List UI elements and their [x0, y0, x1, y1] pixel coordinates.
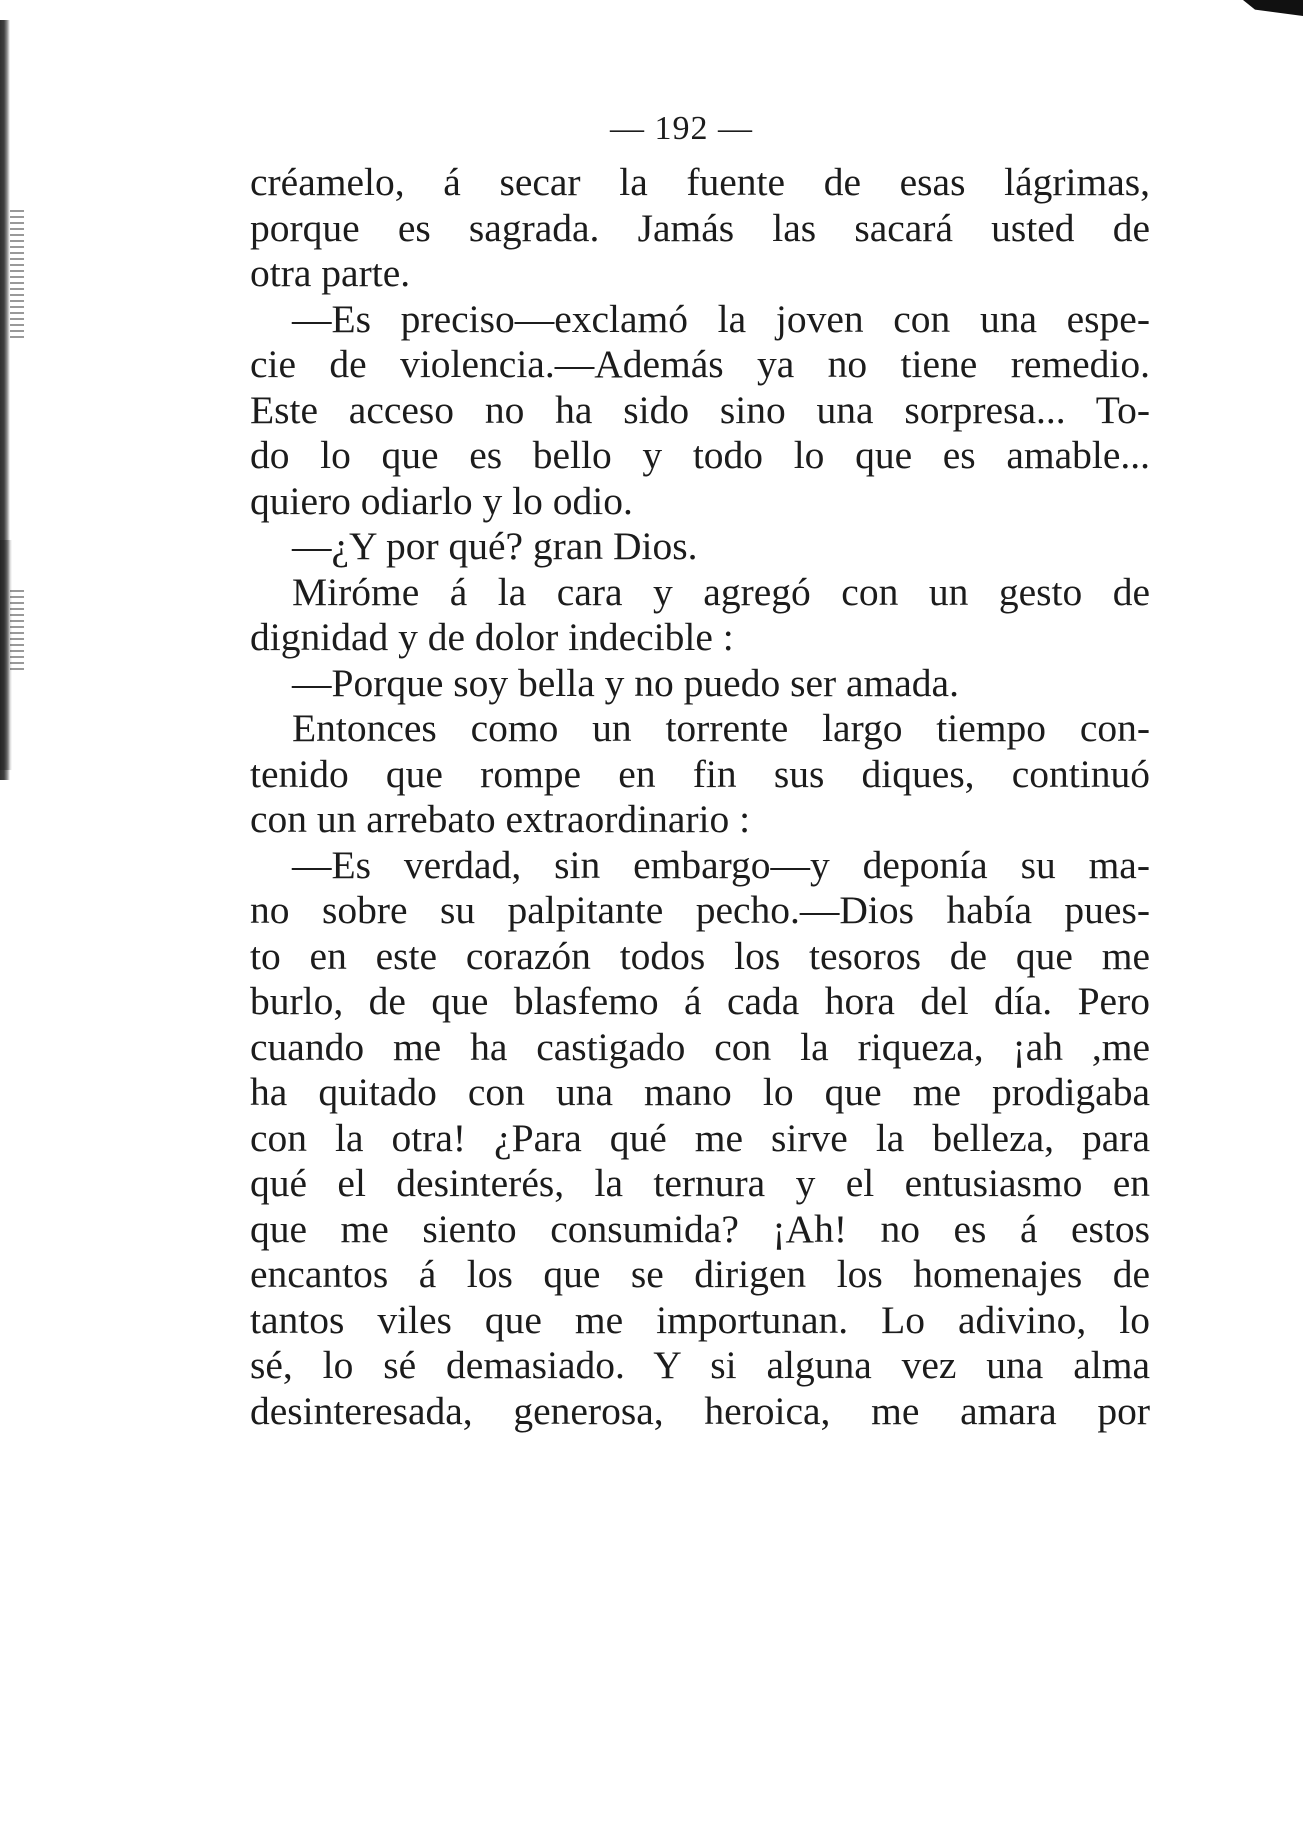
text-line: porque es sagrada. Jamás las sacará usted de: [250, 205, 1150, 250]
text-line: Entonces como un torrente largo tiempo con-: [292, 706, 1150, 750]
text-line: —¿Y por qué? gran Dios.: [292, 524, 698, 568]
text-line: —Es preciso—exclamó la joven con una espe-: [292, 296, 1150, 341]
binding-speck: [10, 590, 24, 670]
body-text: [250, 160, 1150, 1434]
text-line: tenido que rompe en fin sus diques, continuó: [250, 751, 1150, 796]
text-line: dignidad y de dolor indecible :: [250, 615, 734, 659]
text-line: do lo que es bello y todo lo que es amable...: [250, 433, 1150, 477]
text-line: quiero odiarlo y lo odio.: [250, 478, 633, 523]
text-line: que me siento consumida? ¡Ah! no es á estos: [250, 1206, 1150, 1251]
corner-mark: [1243, 0, 1303, 16]
text-line: —Es verdad, sin embargo—y deponía su ma-: [292, 842, 1150, 887]
text-line: cuando me ha castigado con la riqueza, ¡ah ,me: [250, 1024, 1150, 1069]
text-line: burlo, de que blasfemo á cada hora del día. Pero: [250, 979, 1150, 1023]
text-line: no sobre su palpitante pecho.—Dios había pues-: [250, 888, 1150, 932]
text-line: cie de violencia.—Además ya no tiene remedio.: [250, 342, 1150, 386]
text-line: tantos viles que me importunan. Lo adivino, lo: [250, 1297, 1150, 1342]
page-number: — 192 —: [610, 110, 753, 147]
text-line: otra parte.: [250, 251, 411, 295]
text-line: créamelo, á secar la fuente de esas lágrimas,: [250, 160, 1150, 204]
text-line: desinteresada, generosa, heroica, me amara por: [250, 1388, 1150, 1433]
text-line: Este acceso no ha sido sino una sorpresa... To-: [250, 387, 1150, 432]
text-line: con la otra! ¿Para qué me sirve la belleza, para: [250, 1115, 1150, 1160]
text-line: encantos á los que se dirigen los homenajes de: [250, 1252, 1150, 1296]
text-line: —Porque soy bella y no puedo ser amada.: [292, 660, 959, 705]
text-line: qué el desinterés, la ternura y el entusiasmo en: [250, 1161, 1150, 1205]
binding-speck: [10, 210, 24, 340]
text-line: ha quitado con una mano lo que me prodigaba: [250, 1070, 1150, 1114]
text-line: sé, lo sé demasiado. Y si alguna vez una alma: [250, 1343, 1150, 1387]
text-line: con un arrebato extraordinario :: [250, 797, 751, 841]
text-line: Miróme á la cara y agregó con un gesto de: [292, 569, 1150, 614]
text-line: to en este corazón todos los tesoros de que me: [250, 933, 1150, 978]
